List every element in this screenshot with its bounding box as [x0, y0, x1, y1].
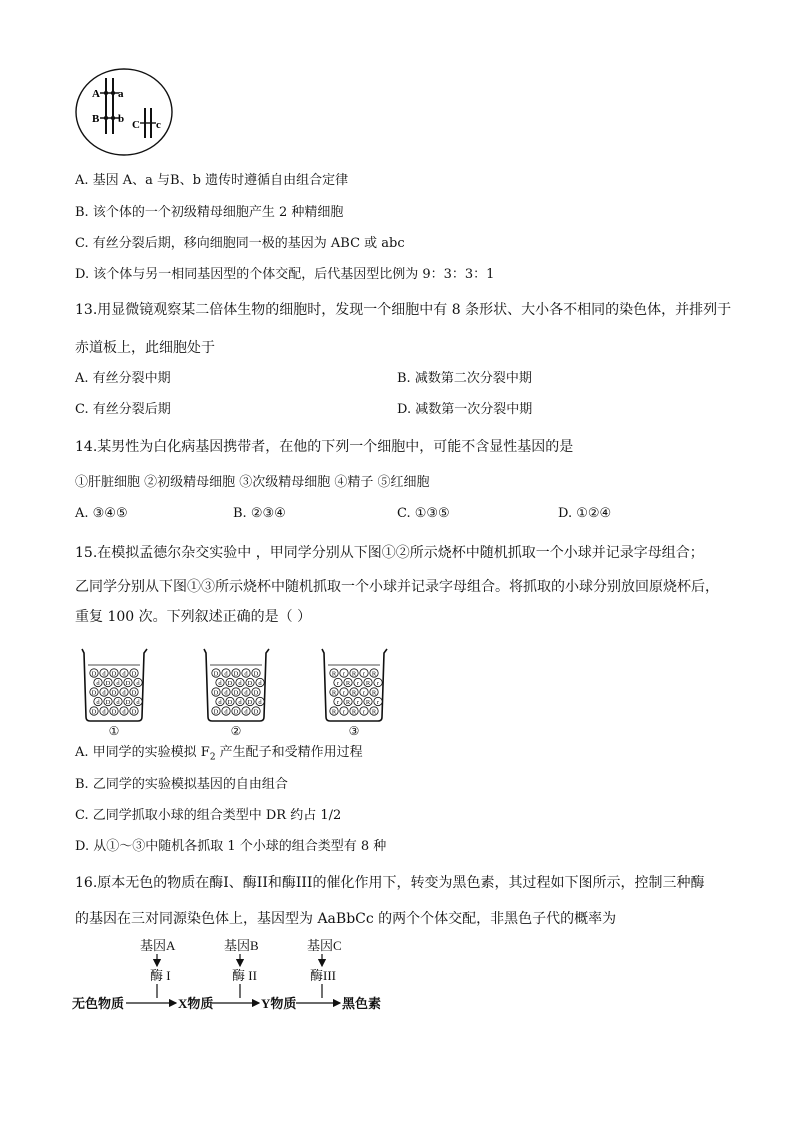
q15-option-d: D. 从①～③中随机各抓取 1 个小球的组合类型有 8 种	[75, 839, 387, 854]
svg-text:d: d	[224, 708, 228, 716]
svg-text:D: D	[91, 708, 97, 716]
ball	[252, 688, 260, 697]
ball	[242, 669, 250, 678]
svg-text:r: r	[376, 680, 380, 687]
q15-option-a	[75, 744, 363, 767]
ball	[370, 688, 378, 697]
ball	[242, 707, 250, 716]
beaker-2	[204, 649, 269, 737]
svg-text:d: d	[136, 699, 140, 706]
beaker-1	[82, 649, 147, 737]
ball	[124, 697, 132, 706]
svg-text:R: R	[331, 689, 337, 697]
ball	[246, 697, 254, 706]
svg-text:r: r	[336, 699, 340, 706]
ball	[100, 669, 108, 678]
svg-text:d: d	[102, 708, 106, 716]
ball	[222, 669, 230, 678]
q14-stem: 14.某男性为白化病基因携带者，在他的下列一个细胞中，可能不含显性基因的是	[75, 439, 574, 455]
svg-text:R: R	[351, 708, 357, 716]
svg-text:D: D	[253, 689, 259, 697]
svg-text:R: R	[371, 670, 377, 678]
ball	[90, 688, 98, 697]
substance-x: X物质	[178, 996, 214, 1011]
q14-option-d: D. ①②④	[558, 506, 612, 521]
ball	[120, 688, 128, 697]
ball	[232, 688, 240, 697]
svg-text:r: r	[362, 689, 366, 697]
gene-label-B: B	[92, 113, 100, 125]
substance-y: Y物质	[261, 996, 297, 1011]
svg-text:d: d	[258, 699, 262, 706]
svg-text:R: R	[345, 699, 351, 706]
gene-label-b: b	[118, 113, 125, 125]
ball	[360, 688, 368, 697]
svg-text:D: D	[105, 680, 111, 687]
ball	[340, 688, 348, 697]
q15-stem-line3: 重复 100 次。下列叙述正确的是（ ）	[75, 609, 312, 625]
substance-colorless: 无色物质	[72, 996, 125, 1011]
ball	[212, 707, 220, 716]
ball	[334, 678, 342, 687]
svg-text:D: D	[91, 670, 97, 678]
enzyme-1-label: 酶 I	[150, 968, 171, 983]
ball	[340, 707, 348, 716]
q12-option-b: B. 该个体的一个初级精母细胞产生 2 种精细胞	[75, 205, 344, 220]
beaker-label: ①	[108, 724, 120, 737]
ball	[110, 669, 118, 678]
svg-text:d: d	[96, 699, 100, 706]
svg-text:d: d	[122, 670, 126, 678]
svg-text:r: r	[376, 699, 380, 706]
svg-text:d: d	[116, 699, 120, 706]
ball	[354, 697, 362, 706]
gene-label-A: A	[92, 88, 100, 100]
chromosome-pair-ab	[106, 78, 113, 134]
svg-text:D: D	[91, 689, 97, 697]
ball	[134, 697, 142, 706]
q13-option-a: A. 有丝分裂中期	[75, 371, 171, 386]
svg-text:d: d	[218, 680, 222, 687]
q12-option-a: A. 基因 A、a 与B、b 遗传时遵循自由组合定律	[75, 173, 349, 188]
svg-text:d: d	[244, 689, 248, 697]
svg-text:r: r	[356, 699, 360, 706]
gene-b-label: 基因B	[224, 938, 259, 953]
ball	[330, 707, 338, 716]
ball	[90, 707, 98, 716]
svg-text:R: R	[365, 680, 371, 687]
ball	[130, 707, 138, 716]
svg-text:d: d	[96, 680, 100, 687]
ball	[252, 669, 260, 678]
q14-items: ①肝脏细胞 ②初级精母细胞 ③次级精母细胞 ④精子 ⑤红细胞	[75, 475, 430, 490]
q14-option-b: B. ②③④	[233, 506, 286, 521]
ball	[110, 688, 118, 697]
svg-text:D: D	[247, 699, 253, 706]
svg-text:d: d	[218, 699, 222, 706]
q13-stem-line1: 13.用显微镜观察某二倍体生物的细胞时，发现一个细胞中有 8 条形状、大小各不相同的染色体，并排列于	[75, 302, 732, 318]
ball	[374, 697, 382, 706]
ball	[330, 669, 338, 678]
q15-stem-line2: 乙同学分别从下图①③所示烧杯中随机抓取一个小球并记录字母组合。将抓取的小球分别放回原烧杯后，	[75, 579, 719, 595]
svg-text:d: d	[244, 708, 248, 716]
svg-text:d: d	[116, 680, 120, 687]
svg-text:D: D	[233, 689, 239, 697]
ball	[232, 669, 240, 678]
ball	[374, 678, 382, 687]
q13-option-c: C. 有丝分裂后期	[75, 402, 171, 417]
ball	[236, 697, 244, 706]
svg-text:r: r	[356, 680, 360, 687]
q13-option-b: B. 减数第二次分裂中期	[397, 371, 532, 386]
ball	[370, 669, 378, 678]
ball	[252, 707, 260, 716]
svg-text:R: R	[371, 689, 377, 697]
beaker-label: ②	[230, 724, 242, 737]
ball	[216, 678, 224, 687]
ball	[110, 707, 118, 716]
ball	[360, 707, 368, 716]
q15-option-a-pre: A. 甲同学的实验模拟 F	[75, 745, 210, 760]
gene-label-a: a	[118, 88, 124, 100]
svg-text:r: r	[342, 689, 346, 697]
ball	[256, 678, 264, 687]
enzyme-pathway-diagram	[72, 936, 402, 1016]
q15-option-c: C. 乙同学抓取小球的组合类型中 DR 约占 1/2	[75, 808, 342, 823]
svg-text:D: D	[111, 708, 117, 716]
ball	[364, 678, 372, 687]
svg-text:d: d	[122, 708, 126, 716]
ball	[104, 678, 112, 687]
svg-text:D: D	[125, 699, 131, 706]
ball	[130, 688, 138, 697]
svg-text:D: D	[131, 708, 137, 716]
ball	[104, 697, 112, 706]
svg-text:D: D	[213, 670, 219, 678]
enzyme-2-label: 酶 II	[232, 968, 257, 983]
svg-text:D: D	[233, 670, 239, 678]
svg-text:D: D	[253, 670, 259, 678]
ball	[226, 697, 234, 706]
ball	[330, 688, 338, 697]
svg-text:r: r	[362, 670, 366, 678]
svg-text:D: D	[125, 680, 131, 687]
svg-text:D: D	[111, 670, 117, 678]
q16-stem-line2: 的基因在三对同源染色体上，基因型为 AaBbCc 的两个个体交配，非黑色子代的概率为	[75, 911, 617, 927]
svg-text:R: R	[365, 699, 371, 706]
svg-text:d: d	[224, 689, 228, 697]
svg-text:r: r	[342, 670, 346, 678]
ball	[334, 697, 342, 706]
ball	[222, 688, 230, 697]
q15-option-a-post: 产生配子和受精作用过程	[215, 745, 363, 760]
ball	[222, 707, 230, 716]
ball	[360, 669, 368, 678]
ball	[370, 707, 378, 716]
svg-text:D: D	[253, 708, 259, 716]
ball	[134, 678, 142, 687]
svg-text:D: D	[213, 708, 219, 716]
svg-text:R: R	[345, 680, 351, 687]
ball	[232, 707, 240, 716]
svg-text:R: R	[351, 670, 357, 678]
svg-text:d: d	[258, 680, 262, 687]
svg-text:r: r	[342, 708, 346, 716]
ball	[236, 678, 244, 687]
substance-melanin: 黑色素	[342, 996, 382, 1011]
svg-text:R: R	[371, 708, 377, 716]
q14-option-a: A. ③④⑤	[75, 506, 128, 521]
q15-stem-line1: 15.在模拟孟德尔杂交实验中 ，甲同学分别从下图①②所示烧杯中随机抓取一个小球并记录字母组合；	[75, 545, 704, 561]
beaker-figure	[80, 645, 400, 737]
beaker-label: ③	[348, 724, 360, 737]
ball	[94, 697, 102, 706]
svg-text:D: D	[247, 680, 253, 687]
ball	[100, 707, 108, 716]
ball	[246, 678, 254, 687]
ball	[114, 678, 122, 687]
svg-text:d: d	[244, 670, 248, 678]
gene-label-c: c	[156, 119, 161, 131]
ball	[216, 697, 224, 706]
svg-text:D: D	[227, 680, 233, 687]
svg-text:D: D	[227, 699, 233, 706]
gene-label-C: C	[132, 119, 140, 131]
svg-text:R: R	[331, 670, 337, 678]
ball	[350, 688, 358, 697]
q13-stem-line2: 赤道板上，此细胞处于	[75, 340, 215, 356]
svg-text:d: d	[238, 680, 242, 687]
svg-text:D: D	[131, 689, 137, 697]
q16-stem-line1: 16.原本无色的物质在酶Ⅰ、酶II和酶III的催化作用下，转变为黑色素，其过程如下图所示，控制三种酶	[75, 875, 705, 891]
svg-text:D: D	[105, 699, 111, 706]
ball	[212, 669, 220, 678]
ball	[242, 688, 250, 697]
svg-text:D: D	[233, 708, 239, 716]
svg-text:d: d	[102, 670, 106, 678]
ball	[100, 688, 108, 697]
svg-text:d: d	[238, 699, 242, 706]
ball	[344, 678, 352, 687]
enzyme-3-label: 酶III	[310, 968, 336, 983]
ball	[94, 678, 102, 687]
svg-text:d: d	[102, 689, 106, 697]
gene-c-label: 基因C	[307, 938, 342, 953]
cell-chromosome-figure	[70, 66, 180, 162]
ball	[350, 669, 358, 678]
q13-option-d: D. 减数第一次分裂中期	[397, 402, 533, 417]
svg-text:d: d	[136, 680, 140, 687]
q12-option-d: D. 该个体与另一相同基因型的个体交配，后代基因型比例为 9：3：3：1	[75, 267, 495, 282]
svg-text:r: r	[336, 680, 340, 687]
svg-text:d: d	[224, 670, 228, 678]
ball	[124, 678, 132, 687]
q15-option-a-sub: 2	[209, 752, 216, 763]
ball	[114, 697, 122, 706]
ball	[350, 707, 358, 716]
ball	[120, 707, 128, 716]
svg-text:D: D	[111, 689, 117, 697]
svg-text:D: D	[213, 689, 219, 697]
q12-option-c: C. 有丝分裂后期，移向细胞同一极的基因为 ABC 或 abc	[75, 236, 405, 251]
q15-option-b: B. 乙同学的实验模拟基因的自由组合	[75, 777, 288, 792]
svg-text:D: D	[131, 670, 137, 678]
ball	[340, 669, 348, 678]
ball	[130, 669, 138, 678]
ball	[90, 669, 98, 678]
ball	[120, 669, 128, 678]
svg-text:d: d	[122, 689, 126, 697]
gene-a-label: 基因A	[140, 938, 176, 953]
q14-option-c: C. ①③⑤	[397, 506, 450, 521]
ball	[364, 697, 372, 706]
ball	[354, 678, 362, 687]
ball	[212, 688, 220, 697]
ball	[256, 697, 264, 706]
beaker-3	[322, 649, 387, 737]
svg-text:r: r	[362, 708, 366, 716]
svg-text:R: R	[331, 708, 337, 716]
ball	[226, 678, 234, 687]
svg-text:R: R	[351, 689, 357, 697]
ball	[344, 697, 352, 706]
